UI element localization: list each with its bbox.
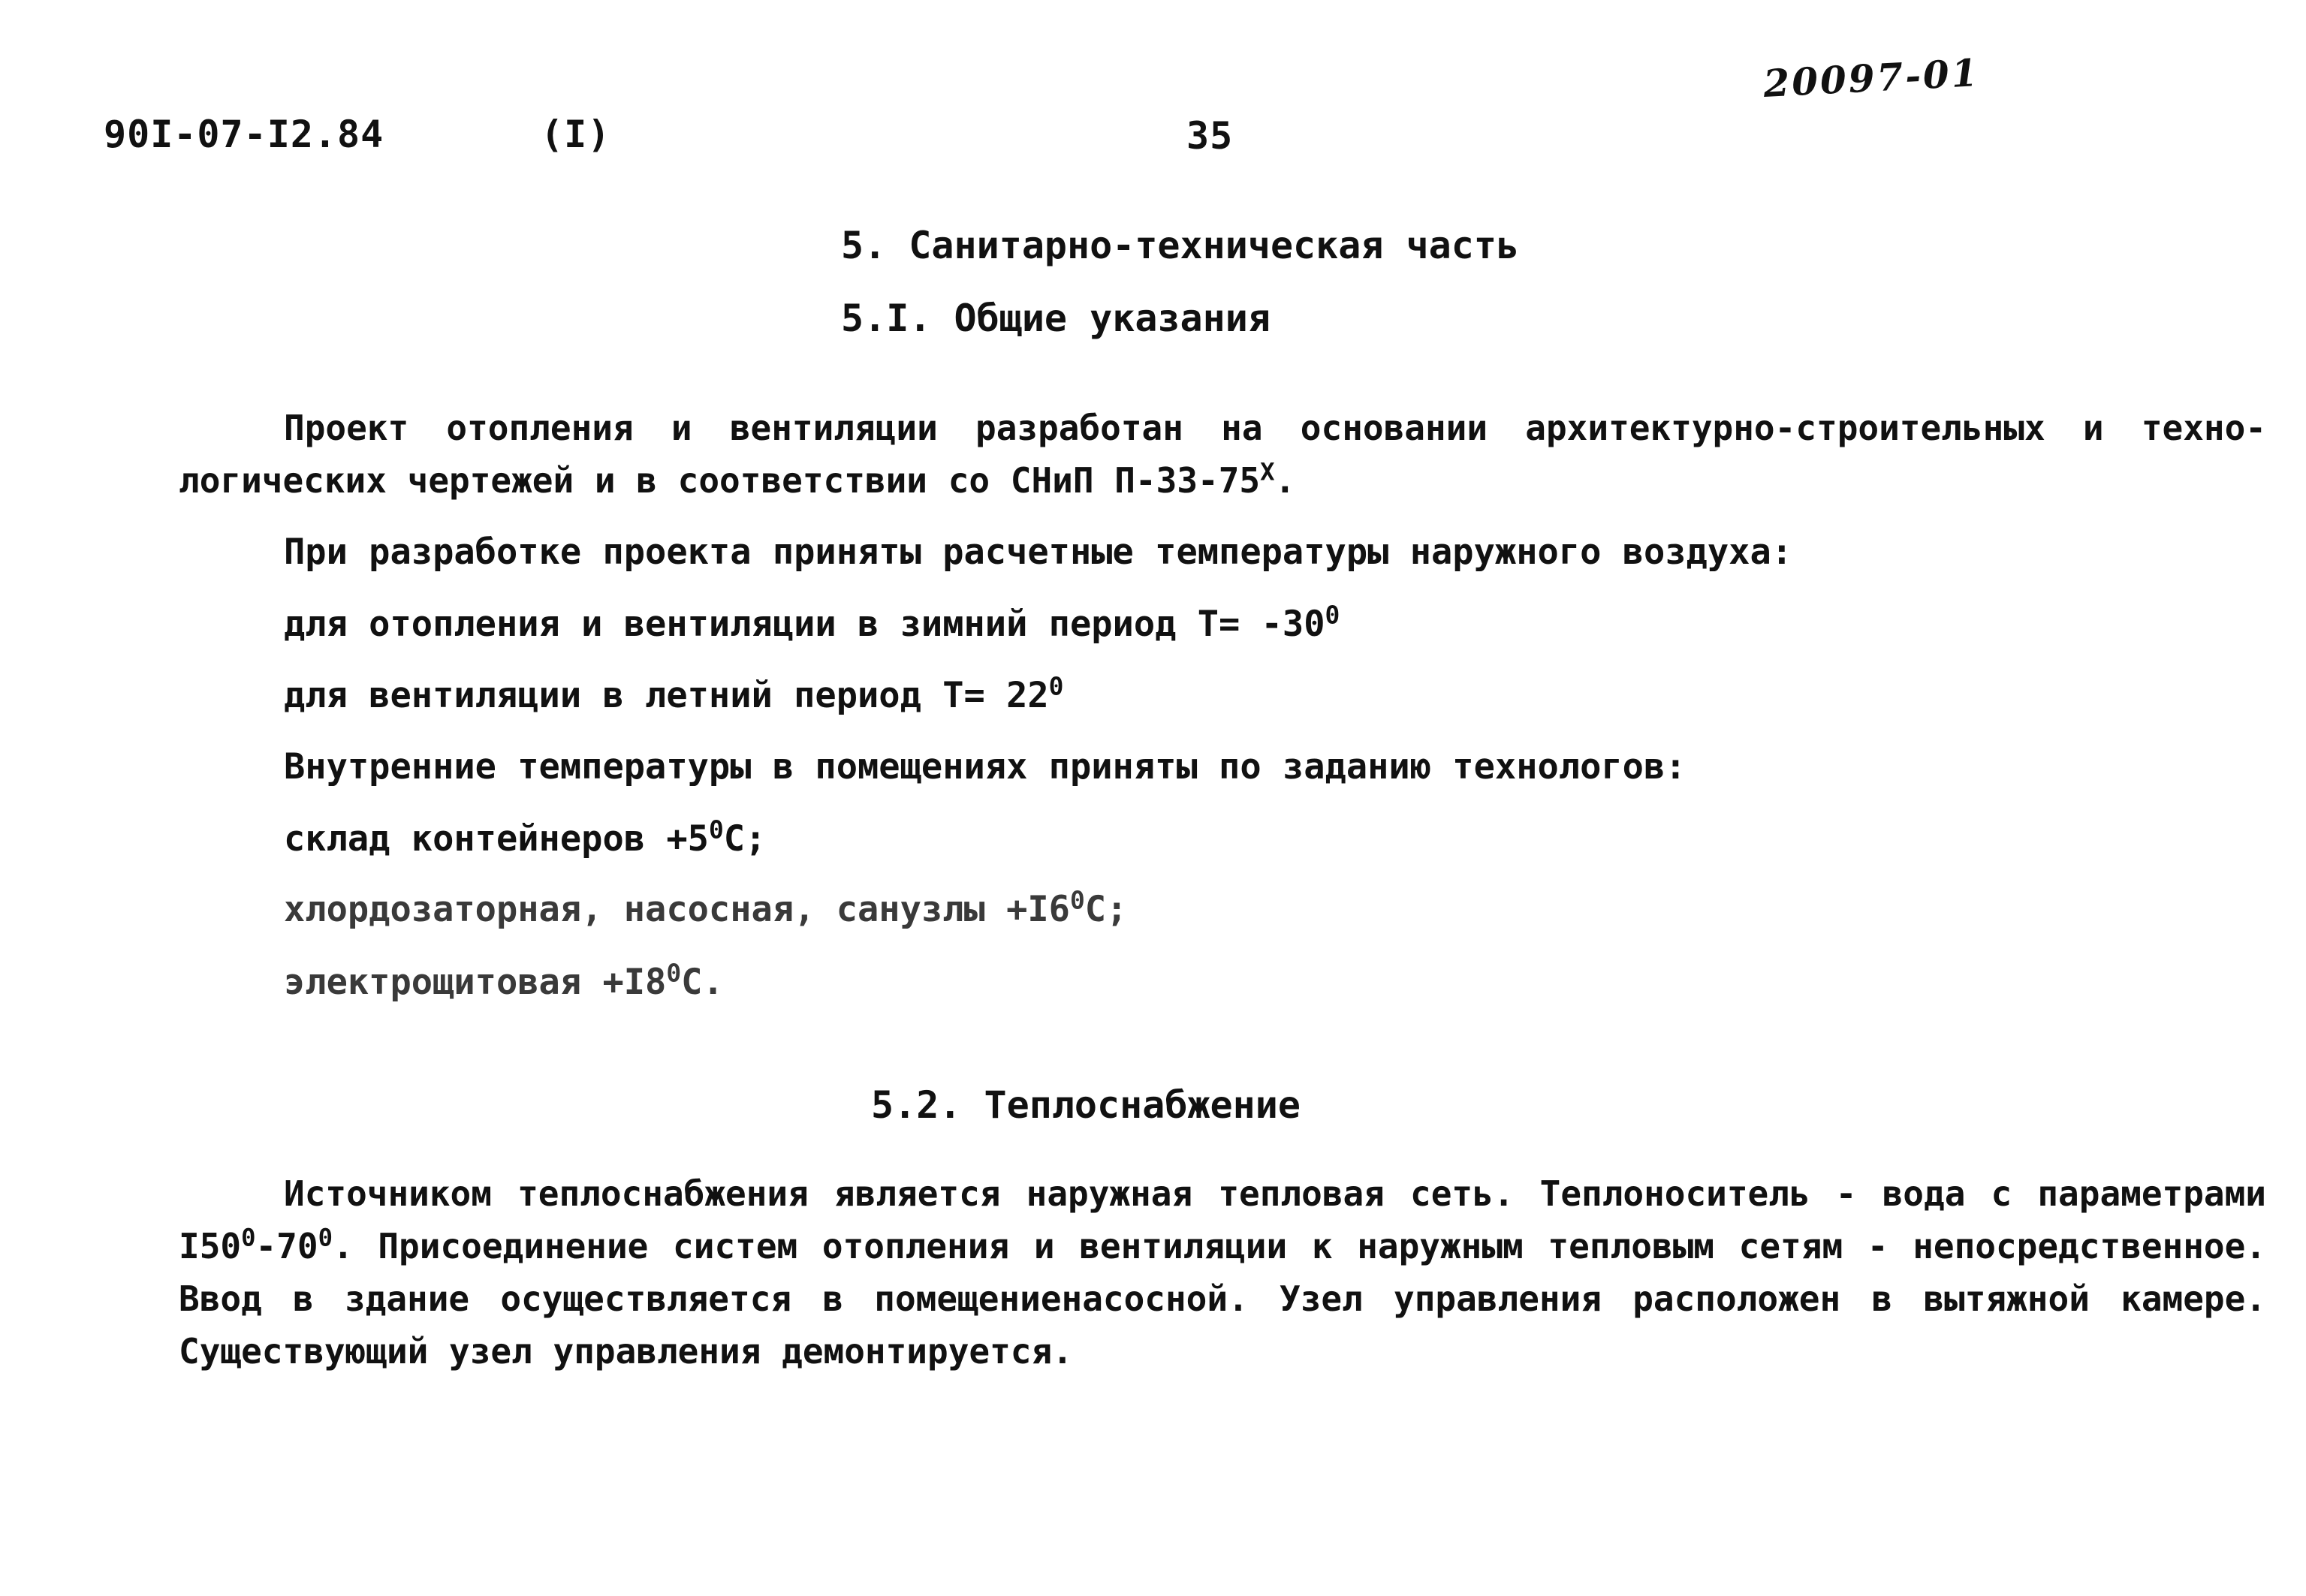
paragraph-project-basis-text: Проект отопления и вентиляции разработан на основании архитектурно-строительных и техно-логических чертежей и в соответствии со СНиП П-33-75: [179, 408, 2266, 501]
paragraph-heat-supply-text-c: . Присоединение систем отопления и вентиляции к наружным тепловым сетям - непосредственное. Ввод в здание осуществляется в помещениенасосной. Узел управления расположен в вытяжной камере. Существующий узел управления демонтируется.: [179, 1226, 2266, 1372]
line-internal-temps: Внутренние температуры в помещениях приняты по заданию технологов:: [284, 746, 1687, 787]
room-container-storage-text: склад контейнеров +5: [284, 818, 709, 860]
section-5-title: 5. Санитарно-техническая часть: [841, 224, 1520, 267]
document-part: (I): [541, 113, 611, 156]
line-winter-temp-text: для отопления и вентиляции в зимний период Т= -30: [284, 604, 1325, 645]
room-container-storage-end: С;: [723, 818, 767, 860]
document-code: 90I-07-I2.84: [104, 113, 384, 156]
paragraph-heat-supply-sup-1: 0: [241, 1223, 256, 1252]
paragraph-heat-supply-text-b: -70: [255, 1226, 318, 1266]
paragraph-project-basis-end: .: [1274, 460, 1296, 501]
paragraph-heat-supply-text-a: Источником теплоснабжения является наружная тепловая сеть. Теплоноситель - вода с параметрами I50: [179, 1173, 2266, 1266]
handwritten-number: 20097-01: [1762, 50, 1981, 106]
room-electrical-sup: 0: [666, 958, 682, 988]
section-5-2-title: 5.2. Теплоснабжение: [871, 1083, 1301, 1127]
room-chlorination-end: С;: [1084, 889, 1128, 930]
line-outdoor-temps-intro: При разработке проекта приняты расчетные температуры наружного воздуха:: [284, 531, 1793, 573]
paragraph-project-basis: [179, 402, 2266, 507]
line-room-electrical: [284, 958, 724, 1003]
room-electrical-end: С.: [681, 962, 724, 1003]
line-winter-temp-sup: 0: [1325, 600, 1340, 630]
line-summer-temp: [284, 671, 1064, 716]
room-container-storage-sup: 0: [708, 815, 724, 845]
line-winter-temp: [284, 600, 1340, 645]
page-number: 35: [1186, 114, 1234, 158]
room-electrical-text: электрощитовая +I8: [284, 962, 667, 1003]
room-chlorination-sup: 0: [1069, 885, 1085, 915]
section-5-1-title: 5.I. Общие указания: [841, 297, 1271, 340]
paragraph-heat-supply-sup-2: 0: [318, 1223, 333, 1252]
paragraph-project-basis-sup: X: [1260, 457, 1275, 486]
room-chlorination-text: хлордозаторная, насосная, санузлы +I6: [284, 889, 1070, 930]
line-room-chlorination: [284, 885, 1128, 930]
line-room-container-storage: [284, 815, 767, 860]
paragraph-heat-supply: [179, 1167, 2266, 1378]
line-summer-temp-sup: 0: [1048, 671, 1064, 701]
line-summer-temp-text: для вентиляции в летний период Т= 22: [284, 675, 1049, 716]
